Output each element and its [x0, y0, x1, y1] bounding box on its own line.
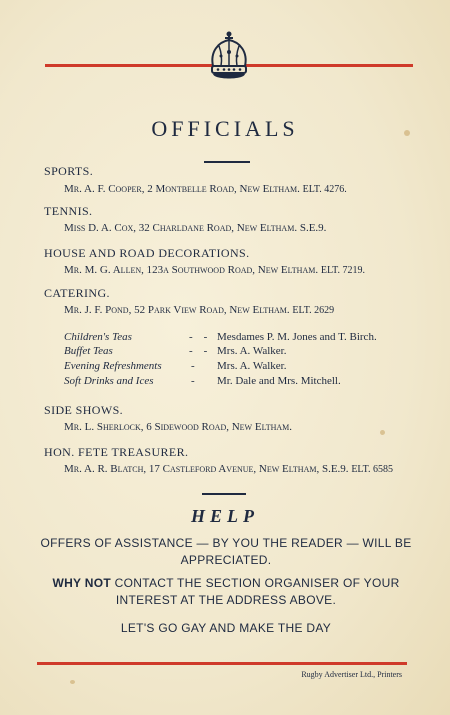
- page-title: OFFICIALS: [151, 116, 299, 141]
- official-address: Mr. A. R. Blatch, 17 Castleford Avenue, New Eltham, S.E.9.: [64, 463, 349, 475]
- section-heading-decorations: HOUSE AND ROAD DECORATIONS.: [44, 246, 250, 260]
- help-paragraph-1: OFFERS OF ASSISTANCE — BY YOU THE READER — WILL BE APPRECIATED.: [40, 536, 412, 567]
- catering-role: Buffet Teas: [64, 345, 113, 357]
- telephone: ELT. 4276.: [302, 184, 347, 195]
- section-heading-side-shows: SIDE SHOWS.: [44, 403, 124, 417]
- official-treasurer: [64, 463, 393, 475]
- catering-role: Soft Drinks and Ices: [64, 375, 154, 387]
- title-divider: [204, 161, 250, 163]
- official-address: Mr. J. F. Pond, 52 Park View Road, New Eltham.: [64, 304, 290, 316]
- official-address: Mr. A. F. Cooper, 2 Montbelle Road, New Eltham.: [64, 183, 300, 195]
- official-address: Mr. L. Sherlock, 6 Sidewood Road, New Eltham.: [64, 421, 293, 433]
- section-heading-tennis: TENNIS.: [44, 204, 93, 218]
- official-decorations: [64, 264, 365, 276]
- official-tennis: [64, 222, 326, 234]
- official-address: Miss D. A. Cox, 32 Charldane Road, New Eltham. S.E.9.: [64, 222, 327, 234]
- official-sports: [64, 183, 347, 195]
- official-catering: [64, 304, 334, 316]
- help-text: CONTACT THE SECTION ORGANISER OF YOUR INTEREST AT THE ADDRESS ABOVE.: [111, 576, 400, 607]
- printer-credit: Rugby Advertiser Ltd., Printers: [301, 670, 402, 679]
- bottom-red-rule: [37, 662, 407, 665]
- stain: [70, 680, 75, 684]
- dash-separator: - -: [189, 331, 208, 343]
- section-heading-sports: SPORTS.: [44, 164, 94, 178]
- dash-separator: -: [191, 375, 195, 387]
- telephone: ELT. 7219.: [320, 265, 366, 276]
- catering-role: Children's Teas: [64, 331, 132, 343]
- official-side-shows: [64, 421, 292, 433]
- help-divider: [202, 493, 246, 495]
- dash-separator: - -: [189, 345, 208, 357]
- dash-separator: -: [191, 360, 195, 372]
- catering-role: Evening Refreshments: [64, 360, 162, 372]
- official-address: Mr. M. G. Allen, 123a Southwood Road, New Eltham.: [64, 264, 319, 276]
- telephone: ELT. 2629: [292, 305, 335, 316]
- catering-helper: Mrs. A. Walker.: [217, 360, 287, 372]
- help-heading: HELP: [191, 506, 259, 526]
- section-heading-catering: CATERING.: [44, 286, 110, 300]
- help-paragraph-2: [36, 575, 416, 609]
- catering-helper: Mesdames P. M. Jones and T. Birch.: [217, 331, 377, 343]
- help-paragraph-3: LET'S GO GAY AND MAKE THE DAY: [120, 621, 332, 635]
- telephone: ELT. 6585: [351, 464, 393, 475]
- catering-helper: Mr. Dale and Mrs. Mitchell.: [217, 375, 341, 387]
- stain: [380, 430, 385, 435]
- help-emphasis: WHY NOT: [52, 576, 111, 590]
- section-heading-treasurer: HON. FETE TREASURER.: [44, 445, 189, 459]
- catering-helper: Mrs. A. Walker.: [217, 345, 287, 357]
- crown-icon: [206, 30, 252, 86]
